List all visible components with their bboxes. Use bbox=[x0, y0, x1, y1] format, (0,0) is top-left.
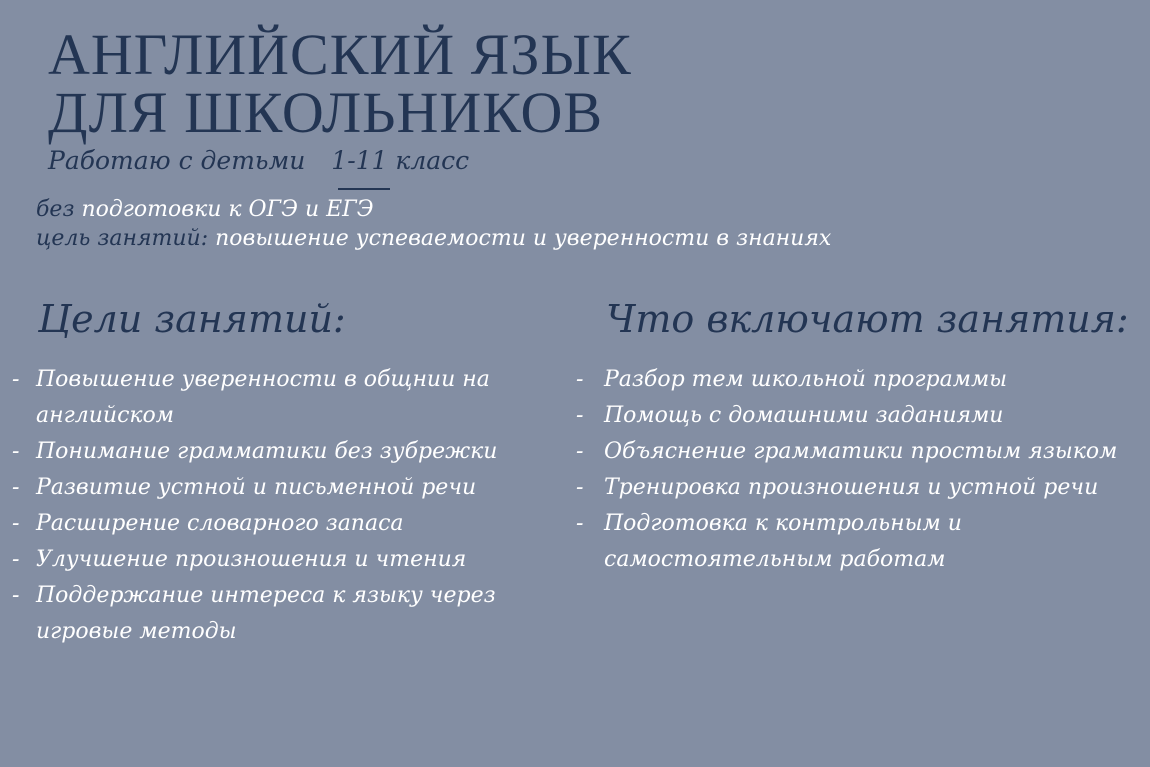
decorative-overline bbox=[338, 188, 390, 190]
includes-item-text: Помощь с домашними заданиями bbox=[604, 403, 1004, 428]
lesson-goal-label: цель занятий: bbox=[36, 226, 209, 251]
subtitle bbox=[48, 146, 469, 175]
goal-item-text: Развитие устной и письменной речи bbox=[36, 475, 477, 500]
goals-section-title: Цели занятий: bbox=[38, 297, 346, 341]
bullet-dash: - bbox=[576, 439, 584, 464]
subtitle-prefix: Работаю с детьми bbox=[48, 146, 306, 175]
includes-list bbox=[576, 362, 1146, 578]
goal-item-text: Поддержание интереса к языку через игровые методы bbox=[36, 583, 496, 644]
goals-list bbox=[12, 362, 572, 650]
includes-item bbox=[576, 506, 1146, 578]
bullet-dash: - bbox=[12, 439, 20, 464]
bullet-dash: - bbox=[12, 511, 20, 536]
preparation-line bbox=[36, 199, 374, 221]
page-title-line-2: ДЛЯ ШКОЛЬНИКОВ bbox=[48, 80, 604, 145]
goal-item-text: Улучшение произношения и чтения bbox=[36, 547, 467, 572]
bullet-dash: - bbox=[576, 403, 584, 428]
bullet-dash: - bbox=[12, 475, 20, 500]
goal-item bbox=[12, 578, 572, 650]
lesson-goal-line bbox=[36, 228, 831, 250]
goal-item bbox=[12, 434, 572, 470]
preparation-prefix: без bbox=[36, 197, 75, 222]
subtitle-grade: 1-11 класс bbox=[331, 146, 470, 175]
includes-item bbox=[576, 398, 1146, 434]
page-title-line-1: АНГЛИЙСКИЙ ЯЗЫК bbox=[48, 22, 632, 87]
preparation-text: подготовки к ОГЭ и ЕГЭ bbox=[81, 197, 374, 222]
bullet-dash: - bbox=[576, 511, 584, 536]
includes-item-text: Тренировка произношения и устной речи bbox=[604, 475, 1099, 500]
goal-item-text: Повышение уверенности в общнии на английском bbox=[36, 367, 490, 428]
bullet-dash: - bbox=[576, 367, 584, 392]
includes-item bbox=[576, 470, 1146, 506]
includes-item-text: Разбор тем школьной программы bbox=[604, 367, 1008, 392]
goal-item bbox=[12, 506, 572, 542]
lesson-goal-text: повышение успеваемости и уверенности в знаниях bbox=[215, 226, 832, 251]
includes-item bbox=[576, 434, 1146, 470]
bullet-dash: - bbox=[12, 583, 20, 608]
goal-item bbox=[12, 362, 572, 434]
goal-item-text: Расширение словарного запаса bbox=[36, 511, 404, 536]
bullet-dash: - bbox=[12, 367, 20, 392]
goal-item-text: Понимание грамматики без зубрежки bbox=[36, 439, 498, 464]
goal-item bbox=[12, 470, 572, 506]
bullet-dash: - bbox=[12, 547, 20, 572]
includes-section-title: Что включают занятия: bbox=[606, 297, 1129, 341]
goal-item bbox=[12, 542, 572, 578]
includes-item bbox=[576, 362, 1146, 398]
bullet-dash: - bbox=[576, 475, 584, 500]
includes-item-text: Подготовка к контрольным и самостоятельным работам bbox=[604, 511, 962, 572]
includes-item-text: Объяснение грамматики простым языком bbox=[604, 439, 1118, 464]
